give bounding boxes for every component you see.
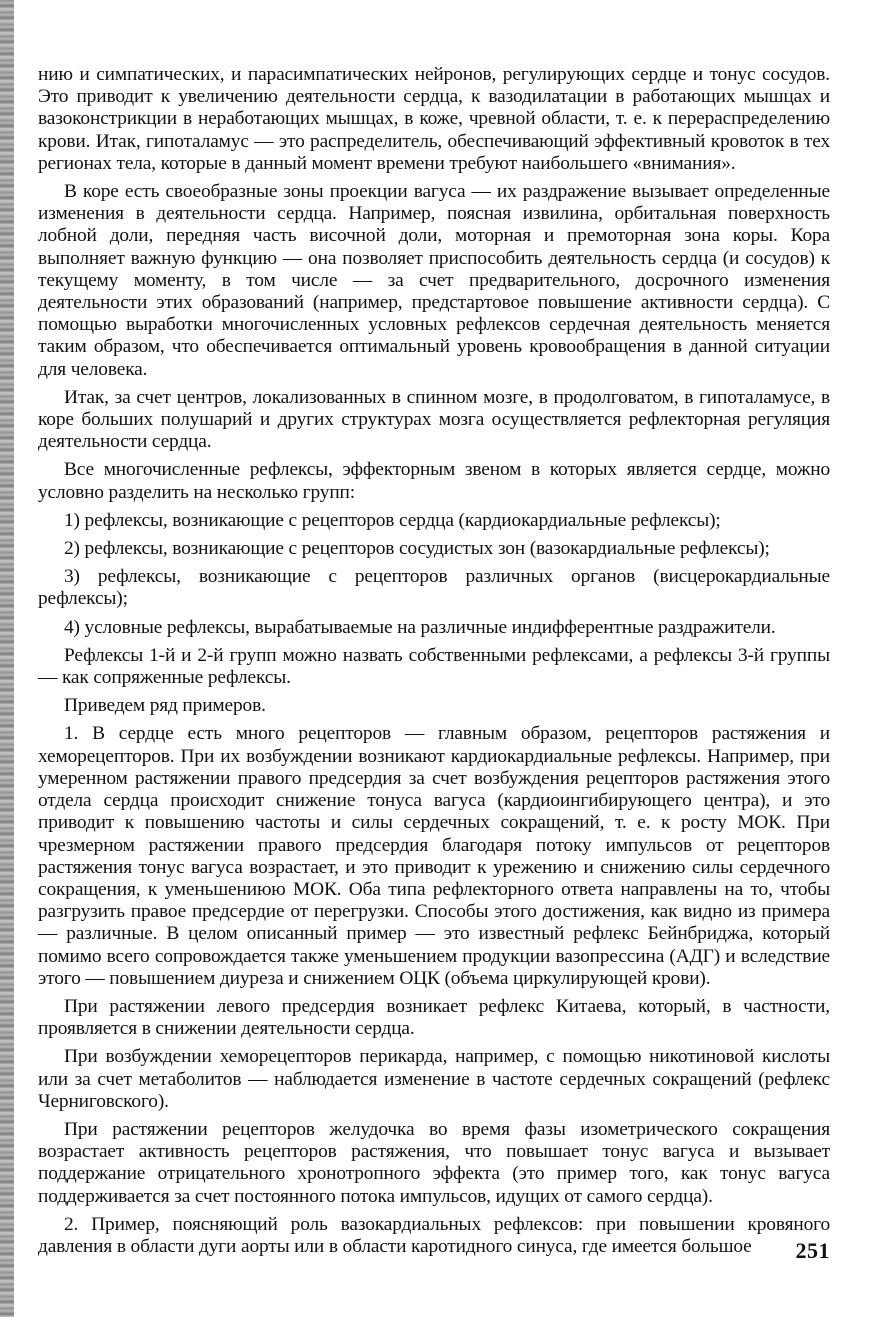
paragraph: Приведем ряд примеров.	[64, 695, 266, 717]
paragraph: Итак, за счет центров, локализованных в спинном мозге, в продолговатом, в гипоталамусе, в коре больших полушарий и других структурах мозга осуществляется рефлекторная регуляция деятельности сердца.	[38, 386, 830, 453]
paragraph: При возбуждении хеморецепторов перикарда, например, с помощью никотиновой кислоты или за счет метаболитов — наблюдается изменение в частоте сердечных сокращений (рефлекс Черниговского).	[38, 1046, 830, 1112]
paragraph: Все многочисленные рефлексы, эффекторным звеном в которых является сердце, можно условно разделить на несколько групп:	[38, 459, 830, 503]
list-item: 4) условные рефлексы, вырабатываемые на различные индифферентные раздражители.	[64, 616, 776, 638]
list-item: 1) рефлексы, возникающие с рецепторов сердца (кардиокардиальные рефлексы);	[64, 509, 721, 531]
scan-binding-edge	[0, 0, 14, 1317]
paragraph: 2. Пример, поясняющий роль вазокардиальных рефлексов: при повышении кровяного давления в области дуги аорты или в области каротидного синуса, где имеется большое	[38, 1213, 830, 1257]
paragraph: При растяжении рецепторов желудочка во время фазы изометрического сокращения возрастает активность рецепторов растяжения, что повышает тонус вагуса и вызывает поддержание отрицательного хронотропного эффекта (это пример того, как тонус вагуса поддерживается за счет постоянного потока импульсов, идущих от самого сердца).	[38, 1118, 830, 1207]
paragraph: 1. В сердце есть много рецепторов — главным образом, рецепторов растяжения и хеморецепторов. При их возбуждении возникают кардиокардиальные рефлексы. Например, при умеренном растяжении правого предсердия за счет возбуждения рецепторов растяжения этого отдела сердца происходит снижение тонуса вагуса (кардиоингибирующего центра), и это приводит к повышению частоты и силы сердечных сокращений, т. е. к росту МОК. При чрезмерном растяжении правого предсердия благодаря потоку импульсов от рецепторов растяжения тонус вагуса возрастает, и это приводит к урежению и снижению силы сердечного сокращения, к уменьшениюю МОК. Оба типа рефлекторного ответа направлены на то, чтобы разгрузить правое предсердие от перегрузки. Способы этого достижения, как видно из примера — различные. В целом описанный пример — это известный рефлекс Бейнбриджа, который помимо всего сопровождается также уменьшением продукции вазопрессина (АДГ) и вследствие этого — повышением диуреза и снижением ОЦК (объема циркулирующей крови).	[38, 723, 830, 989]
list-item: 2) рефлексы, возникающие с рецепторов сосудистых зон (вазокардиальные рефлексы);	[64, 538, 770, 560]
paragraph: нию и симпатических, и парасимпатических нейронов, регулирующих сердце и тонус сосудов. Это приводит к увеличению деятельности сердца, к вазодилатации в работающих мышцах и вазоконстрикции в неработающих мышцах, в коже, чревной области, т. е. к перераспределению крови. Итак, гипоталамус — это распределитель, обеспечивающий эффективный кровоток в тех регионах тела, которые в данный момент времени требуют наибольшего «внимания».	[38, 64, 830, 174]
paragraph: При растяжении левого предсердия возникает рефлекс Китаева, который, в частности, проявляется в снижении деятельности сердца.	[38, 995, 830, 1040]
page-number: 251	[795, 1238, 830, 1263]
paragraph: Рефлексы 1-й и 2-й групп можно назвать собственными рефлексами, а рефлексы 3-й группы — как сопряженные рефлексы.	[38, 644, 830, 689]
list-item: 3) рефлексы, возникающие с рецепторов различных органов (висцерокардиальные рефлексы);	[38, 566, 830, 610]
paragraph: В коре есть своеобразные зоны проекции вагуса — их раздражение вызывает определенные изменения в деятельности сердца. Например, поясная извилина, орбитальная поверхность лобной доли, передняя часть височной доли, моторная и премоторная зона коры. Кора выполняет важную функцию — она позволяет приспособить деятельность сердца (и сосудов) к текущему моменту, в том числе — за счет предварительного, досрочного изменения деятельности этих образований (например, предстартовое повышение активности сердца). С помощью выработки многочисленных условных рефлексов сердечная деятельность меняется таким образом, что обеспечивается оптимальный уровень кровообращения в данной ситуации для человека.	[38, 181, 830, 380]
page-body-text	[38, 64, 830, 1264]
